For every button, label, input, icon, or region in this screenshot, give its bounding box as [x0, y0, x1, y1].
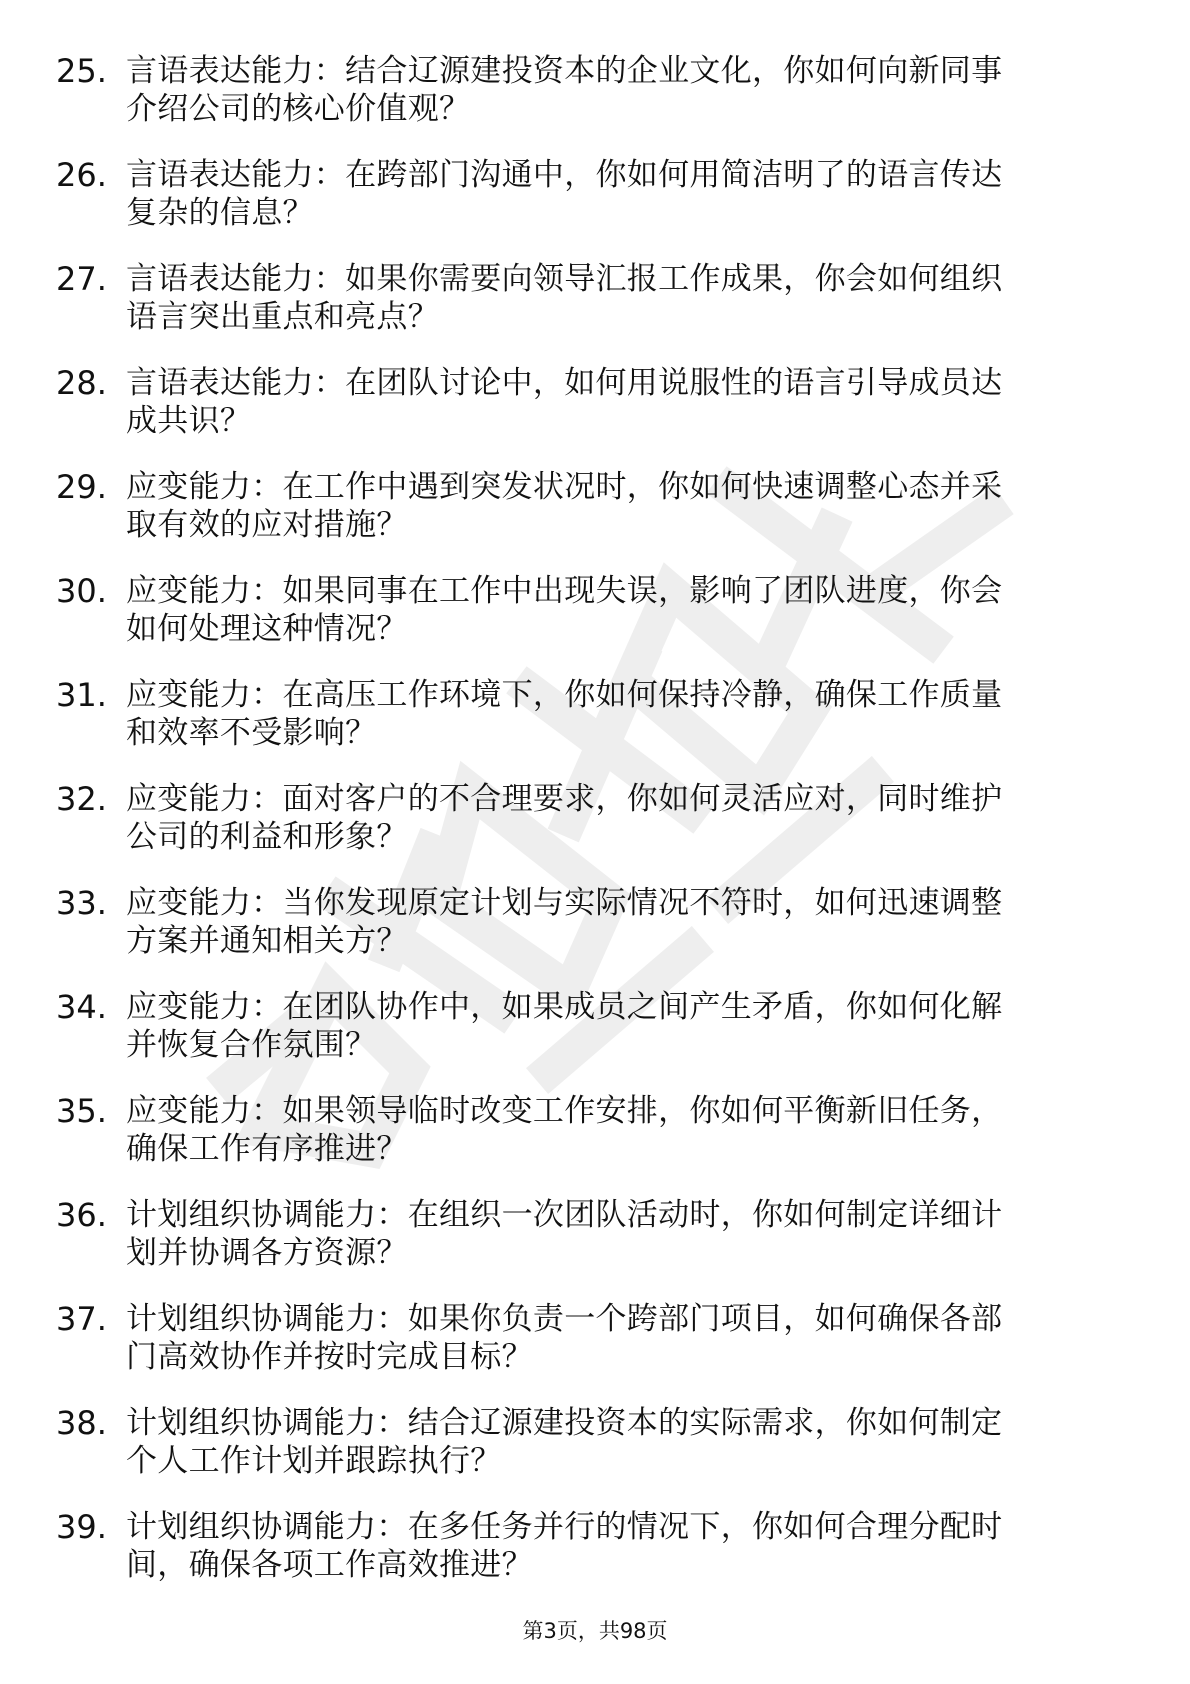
question-line: 公司的利益和形象？ — [126, 819, 408, 855]
question-number: 27. — [56, 260, 107, 298]
question-text — [126, 52, 1166, 128]
question-item — [56, 260, 1146, 364]
question-item — [56, 52, 1146, 156]
question-line: 方案并通知相关方？ — [126, 923, 408, 959]
question-text — [126, 572, 1166, 648]
question-line: 应变能力：如果领导临时改变工作安排，你如何平衡新旧任务， — [126, 1093, 1003, 1129]
question-item — [56, 364, 1146, 468]
question-item — [56, 572, 1146, 676]
question-number: 30. — [56, 572, 107, 610]
question-line: 计划组织协调能力：在多任务并行的情况下，你如何合理分配时 — [126, 1509, 1003, 1545]
question-line: 成共识？ — [126, 403, 252, 439]
page-indicator: 第3页，共98页 — [522, 1619, 668, 1643]
question-line: 言语表达能力：如果你需要向领导汇报工作成果，你会如何组织 — [126, 261, 1003, 297]
question-text — [126, 1300, 1166, 1376]
question-line: 取有效的应对措施？ — [126, 507, 408, 543]
question-item — [56, 1300, 1146, 1404]
question-item — [56, 988, 1146, 1092]
question-line: 介绍公司的核心价值观？ — [126, 91, 471, 127]
question-line: 确保工作有序推进？ — [126, 1131, 408, 1167]
question-line: 和效率不受影响？ — [126, 715, 377, 751]
question-number: 33. — [56, 884, 107, 922]
question-text — [126, 260, 1166, 336]
question-line: 个人工作计划并跟踪执行？ — [126, 1443, 502, 1479]
question-line: 应变能力：如果同事在工作中出现失误，影响了团队进度，你会 — [126, 573, 1003, 609]
question-item — [56, 1196, 1146, 1300]
question-text — [126, 468, 1166, 544]
question-line: 言语表达能力：结合辽源建投资本的企业文化，你如何向新同事 — [126, 53, 1003, 89]
question-item — [56, 468, 1146, 572]
question-line: 应变能力：在工作中遇到突发状况时，你如何快速调整心态并采 — [126, 469, 1003, 505]
question-item — [56, 1404, 1146, 1508]
question-item — [56, 1092, 1146, 1196]
question-text — [126, 364, 1166, 440]
question-line: 并恢复合作氛围？ — [126, 1027, 377, 1063]
question-line: 语言突出重点和亮点？ — [126, 299, 439, 335]
question-number: 36. — [56, 1196, 107, 1234]
question-line: 间，确保各项工作高效推进？ — [126, 1547, 533, 1583]
question-line: 言语表达能力：在团队讨论中，如何用说服性的语言引导成员达 — [126, 365, 1003, 401]
question-number: 34. — [56, 988, 107, 1026]
question-number: 35. — [56, 1092, 107, 1130]
question-line: 应变能力：当你发现原定计划与实际情况不符时，如何迅速调整 — [126, 885, 1003, 921]
question-line: 应变能力：在团队协作中，如果成员之间产生矛盾，你如何化解 — [126, 989, 1003, 1025]
question-number: 32. — [56, 780, 107, 818]
question-line: 门高效协作并按时完成目标？ — [126, 1339, 533, 1375]
question-item — [56, 780, 1146, 884]
question-line: 言语表达能力：在跨部门沟通中，你如何用简洁明了的语言传达 — [126, 157, 1003, 193]
question-item — [56, 1508, 1146, 1612]
question-line: 应变能力：面对客户的不合理要求，你如何灵活应对，同时维护 — [126, 781, 1003, 817]
question-line: 计划组织协调能力：在组织一次团队活动时，你如何制定详细计 — [126, 1197, 1003, 1233]
question-item — [56, 676, 1146, 780]
question-list — [56, 52, 1146, 1612]
question-number: 29. — [56, 468, 107, 506]
question-number: 37. — [56, 1300, 107, 1338]
question-line: 复杂的信息？ — [126, 195, 314, 231]
question-item — [56, 884, 1146, 988]
question-item — [56, 156, 1146, 260]
question-text — [126, 884, 1166, 960]
question-text — [126, 1508, 1166, 1584]
question-text — [126, 1092, 1166, 1168]
question-line: 应变能力：在高压工作环境下，你如何保持冷静，确保工作质量 — [126, 677, 1003, 713]
question-text — [126, 988, 1166, 1064]
question-line: 计划组织协调能力：如果你负责一个跨部门项目，如何确保各部 — [126, 1301, 1003, 1337]
question-line: 划并协调各方资源？ — [126, 1235, 408, 1271]
question-text — [126, 1196, 1166, 1272]
question-line: 如何处理这种情况？ — [126, 611, 408, 647]
question-number: 26. — [56, 156, 107, 194]
question-number: 31. — [56, 676, 107, 714]
question-number: 28. — [56, 364, 107, 402]
question-text — [126, 780, 1166, 856]
question-text — [126, 1404, 1166, 1480]
question-number: 39. — [56, 1508, 107, 1546]
question-number: 38. — [56, 1404, 107, 1442]
question-text — [126, 156, 1166, 232]
question-line: 计划组织协调能力：结合辽源建投资本的实际需求，你如何制定 — [126, 1405, 1003, 1441]
question-text — [126, 676, 1166, 752]
question-number: 25. — [56, 52, 107, 90]
